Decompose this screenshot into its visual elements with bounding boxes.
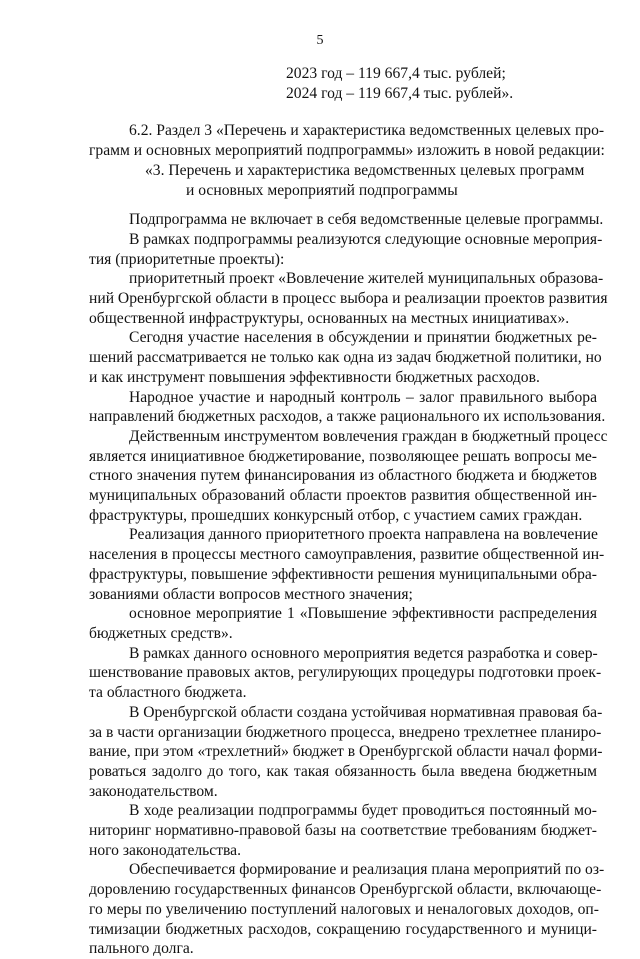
paragraph xyxy=(89,388,606,427)
paragraph-line: В ходе реализации подпрограммы будет проводиться постоянный мо- xyxy=(129,802,597,820)
paragraph-line: роваться задолго до того, как такая обязанность была введена бюджетным xyxy=(89,762,597,780)
paragraph-line: Действенным инструментом вовлечения граждан в бюджетный процесс xyxy=(129,427,608,445)
paragraph-line: фраструктуры, прошедших конкурсный отбор, с участием самих граждан. xyxy=(89,506,583,524)
section-title xyxy=(89,161,597,200)
paragraph-line: бюджетных средств». xyxy=(89,624,233,642)
paragraph-line: Подпрограмма не включает в себя ведомственные целевые программы. xyxy=(129,211,604,229)
paragraph-line: приоритетный проект «Вовлечение жителей муниципальных образова- xyxy=(129,270,604,288)
paragraph-line: за в части организации бюджетного процесса, внедрено трехлетнее планиро- xyxy=(89,723,602,741)
paragraph-line: В рамках подпрограммы реализуются следующие основные мероприя- xyxy=(129,230,603,248)
paragraph-line: пального долга. xyxy=(89,940,194,958)
paragraph xyxy=(89,604,597,643)
paragraph-line: является инициативное бюджетирование, позволяющее решать вопросы ме- xyxy=(89,447,597,465)
paragraph-line: тия (приоритетные проекты): xyxy=(89,250,285,268)
paragraph-line: основное мероприятие 1 «Повышение эффективности распределения xyxy=(129,605,597,623)
section-title-line: «3. Перечень и характеристика ведомственных целевых программ xyxy=(145,161,585,179)
paragraph-line: шенствование правовых актов, регулирующих процедуры подготовки проек- xyxy=(89,664,602,682)
paragraph-line: Обеспечивается формирование и реализация плана мероприятий по оз- xyxy=(129,861,605,879)
paragraph-line: и как инструмент повышения эффективности бюджетных расходов. xyxy=(89,368,540,386)
section-intro xyxy=(89,121,605,160)
paragraph-line: го меры по увеличению поступлений налоговых и неналоговых доходов, оп- xyxy=(89,900,599,918)
paragraph-line: общественной инфраструктуры, основанных на местных инициативах». xyxy=(89,309,570,327)
paragraph xyxy=(89,525,605,604)
paragraph-line: В Оренбургской области создана устойчивая нормативная правовая ба- xyxy=(129,703,603,721)
paragraph-line: шений рассматривается не только как одна из задач бюджетной политики, но xyxy=(89,349,602,367)
section-intro-line: 6.2. Раздел 3 «Перечень и характеристика ведомственных целевых про- xyxy=(129,122,605,140)
paragraph xyxy=(89,269,608,328)
paragraph xyxy=(89,860,605,959)
paragraph-line: фраструктуры, повышение эффективности решения муниципальными обра- xyxy=(89,565,597,583)
paragraph xyxy=(89,427,608,526)
paragraph-line: зованиями области вопросов местного значения; xyxy=(89,585,413,603)
paragraph-line: Сегодня участие населения в обсуждении и принятии бюджетных ре- xyxy=(129,329,597,347)
paragraph xyxy=(89,801,597,860)
paragraph-line: та областного бюджета. xyxy=(89,684,247,702)
paragraph-line: ний Оренбургской области в процесс выбора и реализации проектов развития xyxy=(89,290,608,308)
paragraph xyxy=(89,703,603,802)
paragraph xyxy=(89,230,603,269)
paragraph-line: Реализация данного приоритетного проекта направлена на вовлечение xyxy=(129,526,598,544)
paragraph-line: тимизации бюджетных расходов, сокращению государственного и муници- xyxy=(89,920,597,938)
paragraph-line: ниторинг нормативно-правовой базы на соответствие требованиям бюджет- xyxy=(89,822,597,840)
paragraph-line: стного значения путем финансирования из областного бюджета и бюджетов xyxy=(89,467,597,485)
paragraph-list xyxy=(89,210,608,959)
paragraph-line: законодательством. xyxy=(89,782,218,800)
section-intro-line: грамм и основных мероприятий подпрограммы» изложить в новой редакции: xyxy=(89,142,605,160)
year-2023-line: 2023 год – 119 667,4 тыс. рублей; xyxy=(286,65,506,82)
paragraph-line: направлений бюджетных расходов, а также рационального их использования. xyxy=(89,408,606,426)
paragraph-line: доровлению государственных финансов Оренбургской области, включающе- xyxy=(89,881,602,899)
paragraph-line: муниципальных образований области проектов развития общественной ин- xyxy=(89,487,597,505)
page-number: 5 xyxy=(316,33,324,48)
section-title-line: и основных мероприятий подпрограммы xyxy=(186,181,458,199)
paragraph-line: ного законодательства. xyxy=(89,841,241,859)
paragraph xyxy=(89,328,602,387)
paragraph-line: населения в процессы местного самоуправления, развитие общественной ин- xyxy=(89,546,605,564)
paragraph xyxy=(89,210,604,230)
paragraph-line: В рамках данного основного мероприятия ведется разработка и совер- xyxy=(129,644,598,662)
year-2024-line: 2024 год – 119 667,4 тыс. рублей». xyxy=(286,84,514,102)
paragraph xyxy=(89,644,602,703)
document-body xyxy=(89,60,608,959)
paragraph-line: Народное участие и народный контроль – залог правильного выбора xyxy=(129,388,597,406)
paragraph-line: вание, при этом «трехлетний» бюджет в Оренбургской области начал форми- xyxy=(89,743,603,761)
